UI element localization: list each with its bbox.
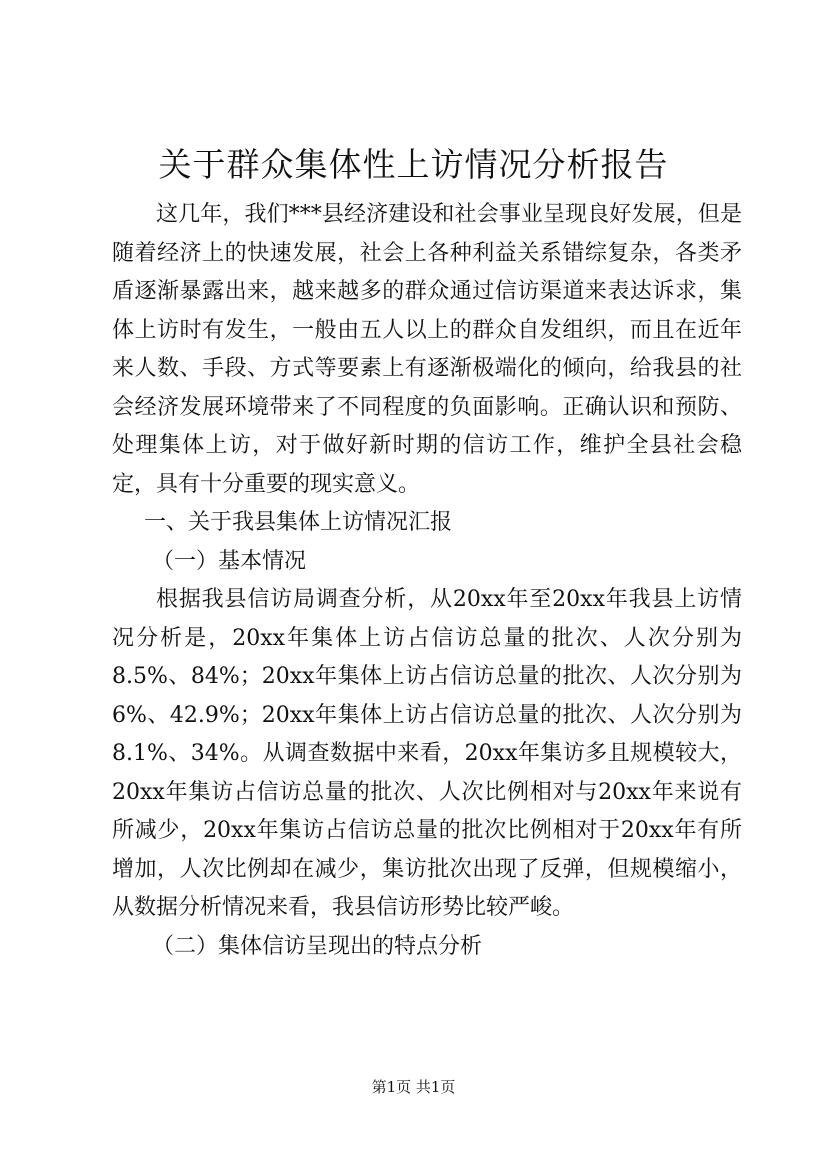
section-heading: 一、关于我县集体上访情况汇报: [144, 510, 453, 535]
subsection-heading: （一）基本情况: [152, 548, 307, 574]
intro-paragraph: 这几年，我们***县经济建设和社会事业呈现良好发展，但是随着经济上的快速发展，社会上各种利益关系错综复杂，各类矛盾逐渐暴露出来，越来越多的群众通过信访渠道来表达诉求，集体上访时有发生，一般由五人以上的群众自发组织，而且在近年来人数、手段、方式等要素上有逐渐极端化的倾向，给我县的社会经济发展环境带来了不同程度的负面影响。正确认识和预防、处理集体上访，对于做好新时期的信访工作，维护全县社会稳定，具有十分重要的现实意义。: [112, 202, 742, 497]
document-title: 关于群众集体性上访情况分析报告: [158, 145, 669, 184]
document-body: [112, 196, 742, 966]
subsection-heading-2: （二）集体信访呈现出的特点分析: [152, 933, 483, 959]
basic-situation-paragraph: 根据我县信访局调查分析，从20xx年至20xx年我县上访情况分析是，20xx年集体上访占信访总量的批次、人次分别为8.5%、84%；20xx年集体上访占信访总量的批次、人次分别为6%、42.9%；20xx年集体上访占信访总量的批次、人次分别为8.1%、34%。从调查数据中来看，20xx年集访多且规模较大，20xx年集访占信访总量的批次、人次比例相对与20xx年来说有所减少，20xx年集访占信访总量的批次比例相对于20xx年有所增加，人次比例却在减少，集访批次出现了反弹，但规模缩小，从数据分析情况来看，我县信访形势比较严峻。: [112, 587, 742, 920]
page-footer: 第1页 共1页: [371, 1078, 456, 1096]
